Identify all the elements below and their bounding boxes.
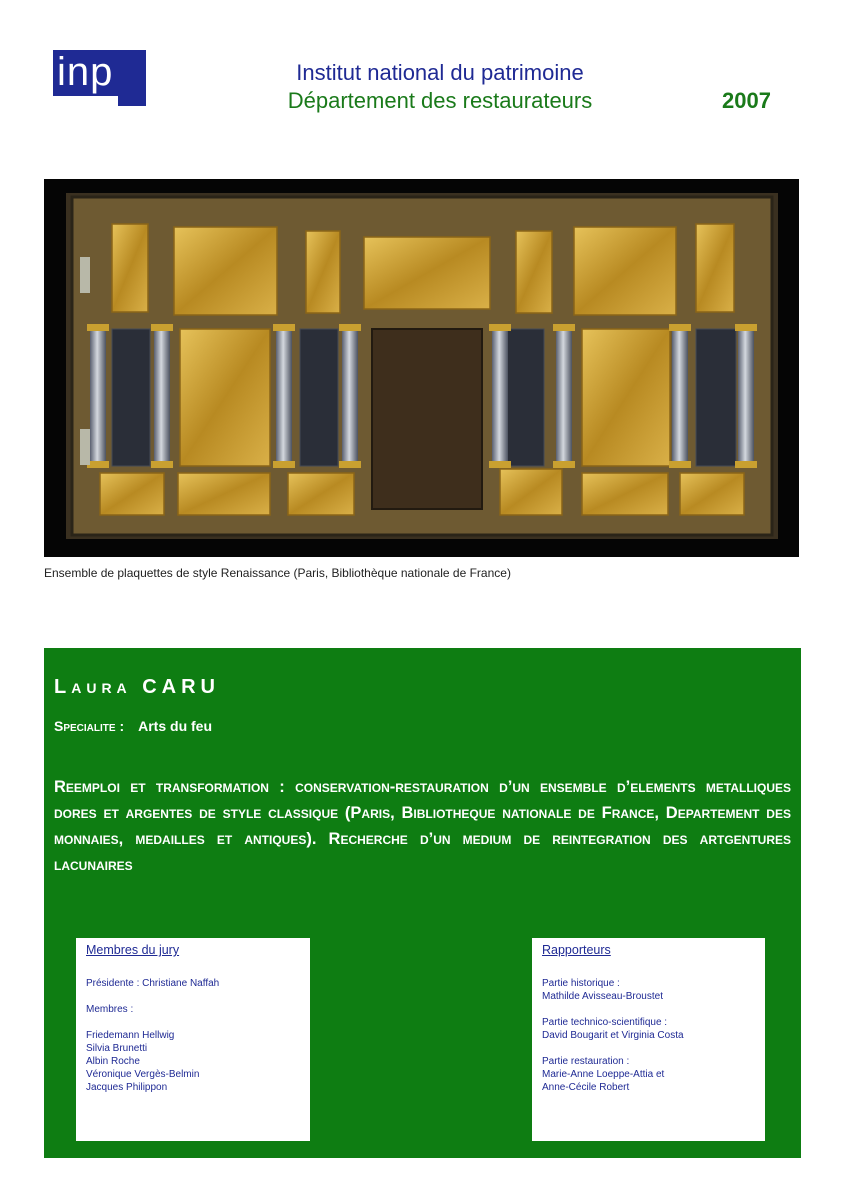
gilded-plaque — [112, 224, 148, 312]
hinge — [80, 429, 90, 465]
gilded-plaque — [100, 473, 164, 515]
gilded-plaque — [178, 473, 270, 515]
logo-notch — [118, 96, 146, 106]
author-name: Laura CARU — [54, 676, 220, 698]
column-base — [151, 461, 173, 468]
column-capital — [669, 324, 691, 331]
rapporteur-name: Anne-Cécile Robert — [542, 1082, 630, 1093]
gilded-plaque — [288, 473, 354, 515]
jury-member: Véronique Vergès-Belmin — [86, 1069, 200, 1080]
gilded-plaque — [582, 329, 670, 466]
silver-column — [672, 329, 688, 463]
specialty-label: Specialite : — [54, 718, 125, 734]
jury-members-label: Membres : — [86, 1004, 134, 1015]
gilded-plaque — [364, 237, 490, 309]
gilded-plaque — [696, 224, 734, 312]
column-base — [489, 461, 511, 468]
dark-silver-plaque — [696, 329, 736, 466]
column-base — [735, 461, 757, 468]
gilded-plaque — [680, 473, 744, 515]
specialty-value: Arts du feu — [138, 718, 213, 734]
rapporteurs-heading: Rapporteurs — [542, 943, 611, 957]
silver-column — [342, 329, 358, 463]
column-capital — [151, 324, 173, 331]
jury-box — [76, 938, 310, 1141]
column-capital — [87, 324, 109, 331]
jury-member: Jacques Philippon — [86, 1082, 168, 1093]
column-base — [273, 461, 295, 468]
department-name: Département des restaurateurs — [287, 88, 593, 113]
hinge — [80, 257, 90, 293]
rapporteur-group-label: Partie restauration : — [542, 1056, 630, 1067]
thesis-title: Reemploi et transformation : conservation-restauration d’un ensemble d’elements metalliques dores et argentes de style classique (Paris, Bibliotheque nationale de France, Departement des monnaies, medailles et antiques). Recherche d’un medium de reintegration des artgentures lacunaires — [54, 778, 791, 874]
rapporteur-name: David Bougarit et Virginia Costa — [542, 1030, 684, 1041]
rapporteur-group-label: Partie technico-scientifique : — [542, 1017, 668, 1028]
jury-member: Friedemann Hellwig — [86, 1030, 175, 1041]
silver-column — [556, 329, 572, 463]
silver-column — [154, 329, 170, 463]
jury-heading: Membres du jury — [86, 943, 180, 957]
jury-member: Albin Roche — [86, 1056, 140, 1067]
column-base — [339, 461, 361, 468]
figure-caption: Ensemble de plaquettes de style Renaissance (Paris, Bibliothèque nationale de France) — [44, 566, 511, 580]
gilded-plaque — [180, 329, 270, 466]
central-recess — [372, 329, 482, 509]
rapporteurs-box — [532, 938, 765, 1141]
silver-column — [492, 329, 508, 463]
jury-president: Présidente : Christiane Naffah — [86, 978, 220, 989]
rapporteur-group-label: Partie historique : — [542, 978, 620, 989]
logo-text: inp — [57, 50, 114, 94]
dark-silver-plaque — [112, 329, 150, 466]
gilded-plaque — [174, 227, 277, 315]
column-base — [553, 461, 575, 468]
dark-silver-plaque — [504, 329, 544, 466]
gilded-plaque — [306, 231, 340, 313]
inp-logo — [53, 50, 146, 96]
thesis-panel — [44, 648, 801, 1158]
specialty — [54, 718, 212, 734]
rapporteur-name: Marie-Anne Loeppe-Attia et — [542, 1069, 665, 1080]
column-capital — [273, 324, 295, 331]
silver-column — [738, 329, 754, 463]
silver-column — [90, 329, 106, 463]
jury-member: Silvia Brunetti — [86, 1043, 148, 1054]
year: 2007 — [722, 88, 771, 113]
column-capital — [339, 324, 361, 331]
column-capital — [735, 324, 757, 331]
rapporteur-name: Mathilde Avisseau-Broustet — [542, 991, 663, 1002]
gilded-plaque — [516, 231, 552, 313]
institution-name: Institut national du patrimoine — [296, 60, 584, 85]
gilded-plaque — [582, 473, 668, 515]
column-capital — [489, 324, 511, 331]
silver-column — [276, 329, 292, 463]
object-photo — [44, 179, 799, 557]
plaquettes-image — [44, 179, 799, 557]
column-base — [87, 461, 109, 468]
dark-silver-plaque — [300, 329, 338, 466]
column-capital — [553, 324, 575, 331]
gilded-plaque — [500, 469, 562, 515]
column-base — [669, 461, 691, 468]
gilded-plaque — [574, 227, 676, 315]
